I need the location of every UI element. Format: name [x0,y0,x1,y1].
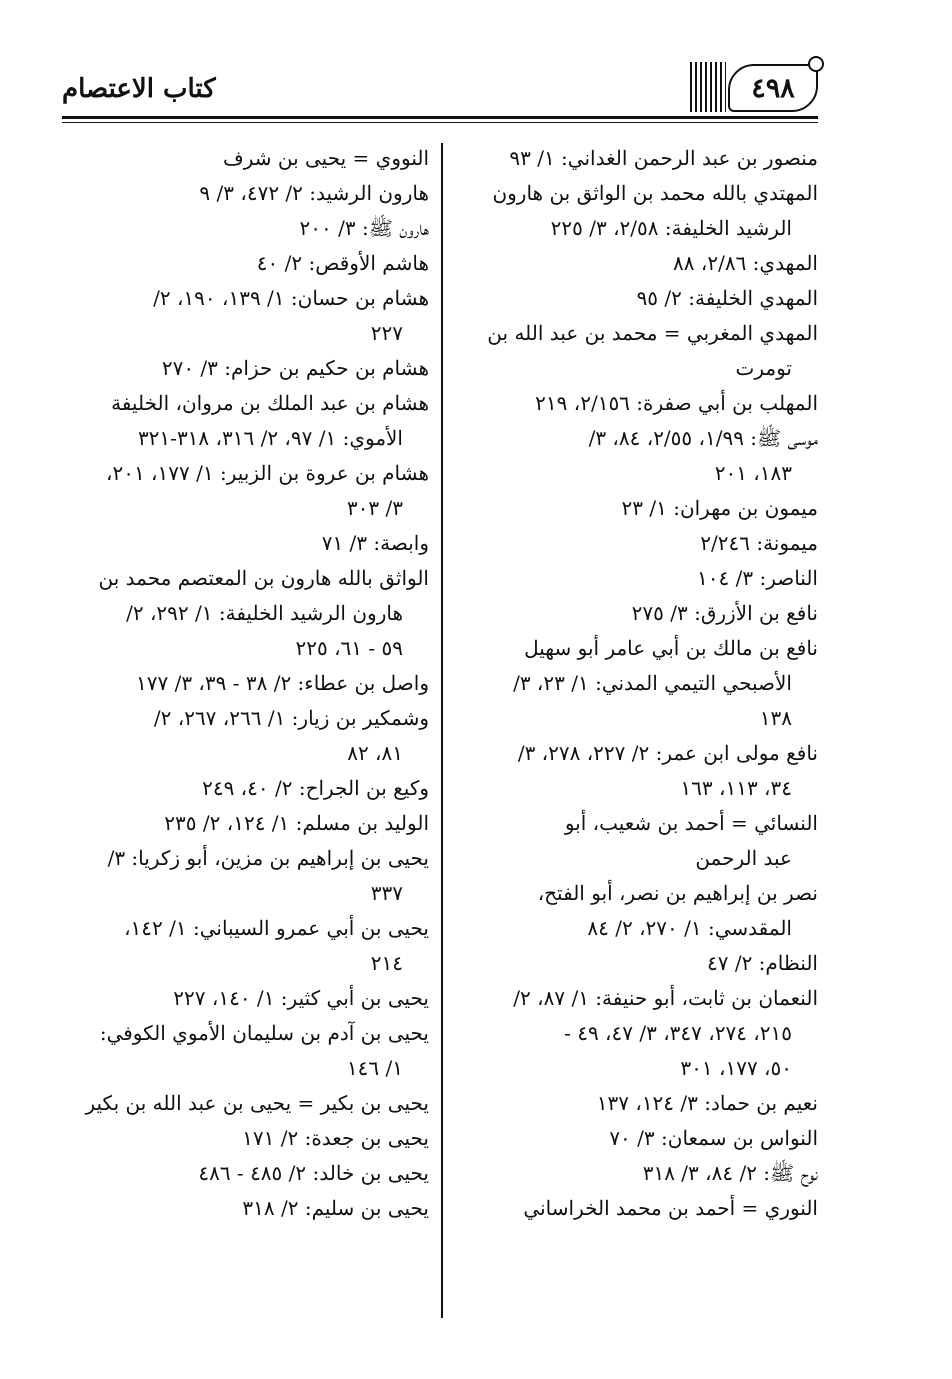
index-entry-line: ٢٢٧ [370,321,403,345]
index-entry-line: نوح ﷺ: ٢/ ٨٤، ٣/ ٣١٨ [642,1161,818,1185]
index-entry-line: ٣٣٧ [370,881,403,905]
index-entry-line: الرشيد الخليفة: ٢/٥٨، ٣/ ٢٢٥ [550,216,792,240]
index-entry-line: هاشم الأوقص: ٢/ ٤٠ [256,251,429,275]
index-entry-line: ٢١٥، ٢٧٤، ٣٤٧، ٣/ ٤٧، ٤٩ - [564,1021,792,1045]
index-entry-line: النسائي = أحمد بن شعيب، أبو [564,811,818,835]
index-entry-line: نافع مولى ابن عمر: ٢/ ٢٢٧، ٢٧٨، ٣/ [517,741,818,765]
index-entry-line: ٥٩ - ٦١، ٢٢٥ [295,636,403,660]
index-entry-line: ٣٤، ١١٣، ١٦٣ [680,776,792,800]
header-rule-thin [62,122,818,123]
index-entry-line: الأموي: ١/ ٩٧، ٢/ ٣١٦، ٣١٨-٣٢١ [137,426,403,450]
index-column-right [458,141,818,1226]
index-entry-line: وابصة: ٣/ ٧١ [321,531,429,555]
index-entry-line: يحيى بن سليم: ٢/ ٣١٨ [242,1196,429,1220]
index-entry-line: يحيى بن أبي كثير: ١/ ١٤٠، ٢٢٧ [173,986,429,1010]
header-ornament [690,62,726,112]
index-entry-line: ٢١٤ [370,951,403,975]
index-entry-line: الواثق بالله هارون بن المعتصم محمد بن [98,566,429,590]
index-entry-line: يحيى بن جعدة: ٢/ ١٧١ [242,1126,429,1150]
index-entry-line: ٨١، ٨٢ [347,741,403,765]
index-entry-line: ١٨٣، ٢٠١ [714,461,792,485]
index-entry-line: هشام بن حسان: ١/ ١٣٩، ١٩٠، ٢/ [153,286,429,310]
page-number: ٤٩٨ [728,64,818,112]
index-entry-line: هارون الرشيد الخليفة: ١/ ٢٩٢، ٢/ [126,601,403,625]
index-entry-line: عبد الرحمن [695,846,792,870]
index-entry-line: وشمكير بن زيار: ١/ ٢٦٦، ٢٦٧، ٢/ [153,706,429,730]
index-entry-line: نافع بن الأزرق: ٣/ ٢٧٥ [631,601,818,625]
index-entry-line: النعمان بن ثابت، أبو حنيفة: ١/ ٨٧، ٢/ [513,986,818,1010]
book-title: كتاب الاعتصام [62,74,216,104]
index-entry-line: هشام بن عبد الملك بن مروان، الخليفة [111,391,429,415]
index-entry-line: الوليد بن مسلم: ١/ ١٢٤، ٢/ ٢٣٥ [164,811,429,835]
index-entry-line: منصور بن عبد الرحمن الغداني: ١/ ٩٣ [509,146,818,170]
index-entry-line: ٥٠، ١٧٧، ٣٠١ [680,1056,792,1080]
index-entry-line: نصر بن إبراهيم بن نصر، أبو الفتح، [537,881,818,905]
index-entry-line: يحيى بن آدم بن سليمان الأموي الكوفي: [99,1021,429,1045]
index-entry-line: ٣/ ٣٠٣ [346,496,403,520]
index-entry-line: النظام: ٢/ ٤٧ [706,951,818,975]
header-rule [62,116,818,119]
index-entry-line: ميمونة: ٢/٢٤٦ [700,531,818,555]
index-entry-line: الناصر: ٣/ ١٠٤ [697,566,818,590]
index-entry-line: تومرت [735,356,792,380]
index-entry-line: المقدسي: ١/ ٢٧٠، ٢/ ٨٤ [587,916,792,940]
index-entry-line: هشام بن حكيم بن حزام: ٣/ ٢٧٠ [161,356,429,380]
index-column-left [67,141,429,1226]
index-entry-line: يحيى بن إبراهيم بن مزين، أبو زكريا: ٣/ [107,846,429,870]
index-entry-line: النوري = أحمد بن محمد الخراساني [523,1196,818,1220]
index-entry-line: نعيم بن حماد: ٣/ ١٢٤، ١٣٧ [596,1091,818,1115]
index-entry-line: المهدي المغربي = محمد بن عبد الله بن [487,321,818,345]
index-entry-line: هارون الرشيد: ٢/ ٤٧٢، ٣/ ٩ [199,181,429,205]
index-entry-line: واصل بن عطاء: ٢/ ٣٨ - ٣٩، ٣/ ١٧٧ [135,671,429,695]
index-entry-line: المهدي الخليفة: ٢/ ٩٥ [636,286,818,310]
index-entry-line: الأصبحي التيمي المدني: ١/ ٢٣، ٣/ [513,671,792,695]
index-entry-line: النووي = يحيى بن شرف [222,146,429,170]
index-entry-line: المهلب بن أبي صفرة: ٢/١٥٦، ٢١٩ [535,391,818,415]
index-entry-line: المهتدي بالله محمد بن الواثق بن هارون [492,181,818,205]
page-header [62,58,818,120]
index-entry-line: ١٣٨ [759,706,792,730]
index-entry-line: النواس بن سمعان: ٣/ ٧٠ [609,1126,818,1150]
index-entry-line: موسى ﷺ: ١/٩٩، ٢/٥٥، ٨٤، ٣/ [588,426,818,450]
index-entry-line: ١/ ١٤٦ [346,1056,403,1080]
column-divider [441,143,443,1318]
index-entry-line: هشام بن عروة بن الزبير: ١/ ١٧٧، ٢٠١، [105,461,429,485]
index-entry-line: نافع بن مالك بن أبي عامر أبو سهيل [524,636,818,660]
index-entry-line: يحيى بن خالد: ٢/ ٤٨٥ - ٤٨٦ [198,1161,429,1185]
index-entry-line: المهدي: ٢/٨٦، ٨٨ [673,251,818,275]
index-entry-line: وكيع بن الجراح: ٢/ ٤٠، ٢٤٩ [202,776,429,800]
index-entry-line: هارون ﷺ: ٣/ ٢٠٠ [299,216,429,240]
index-entry-line: ميمون بن مهران: ١/ ٢٣ [621,496,818,520]
index-entry-line: يحيى بن بكير = يحيى بن عبد الله بن بكير [85,1091,429,1115]
index-entry-line: يحيى بن أبي عمرو السيباني: ١/ ١٤٢، [124,916,429,940]
